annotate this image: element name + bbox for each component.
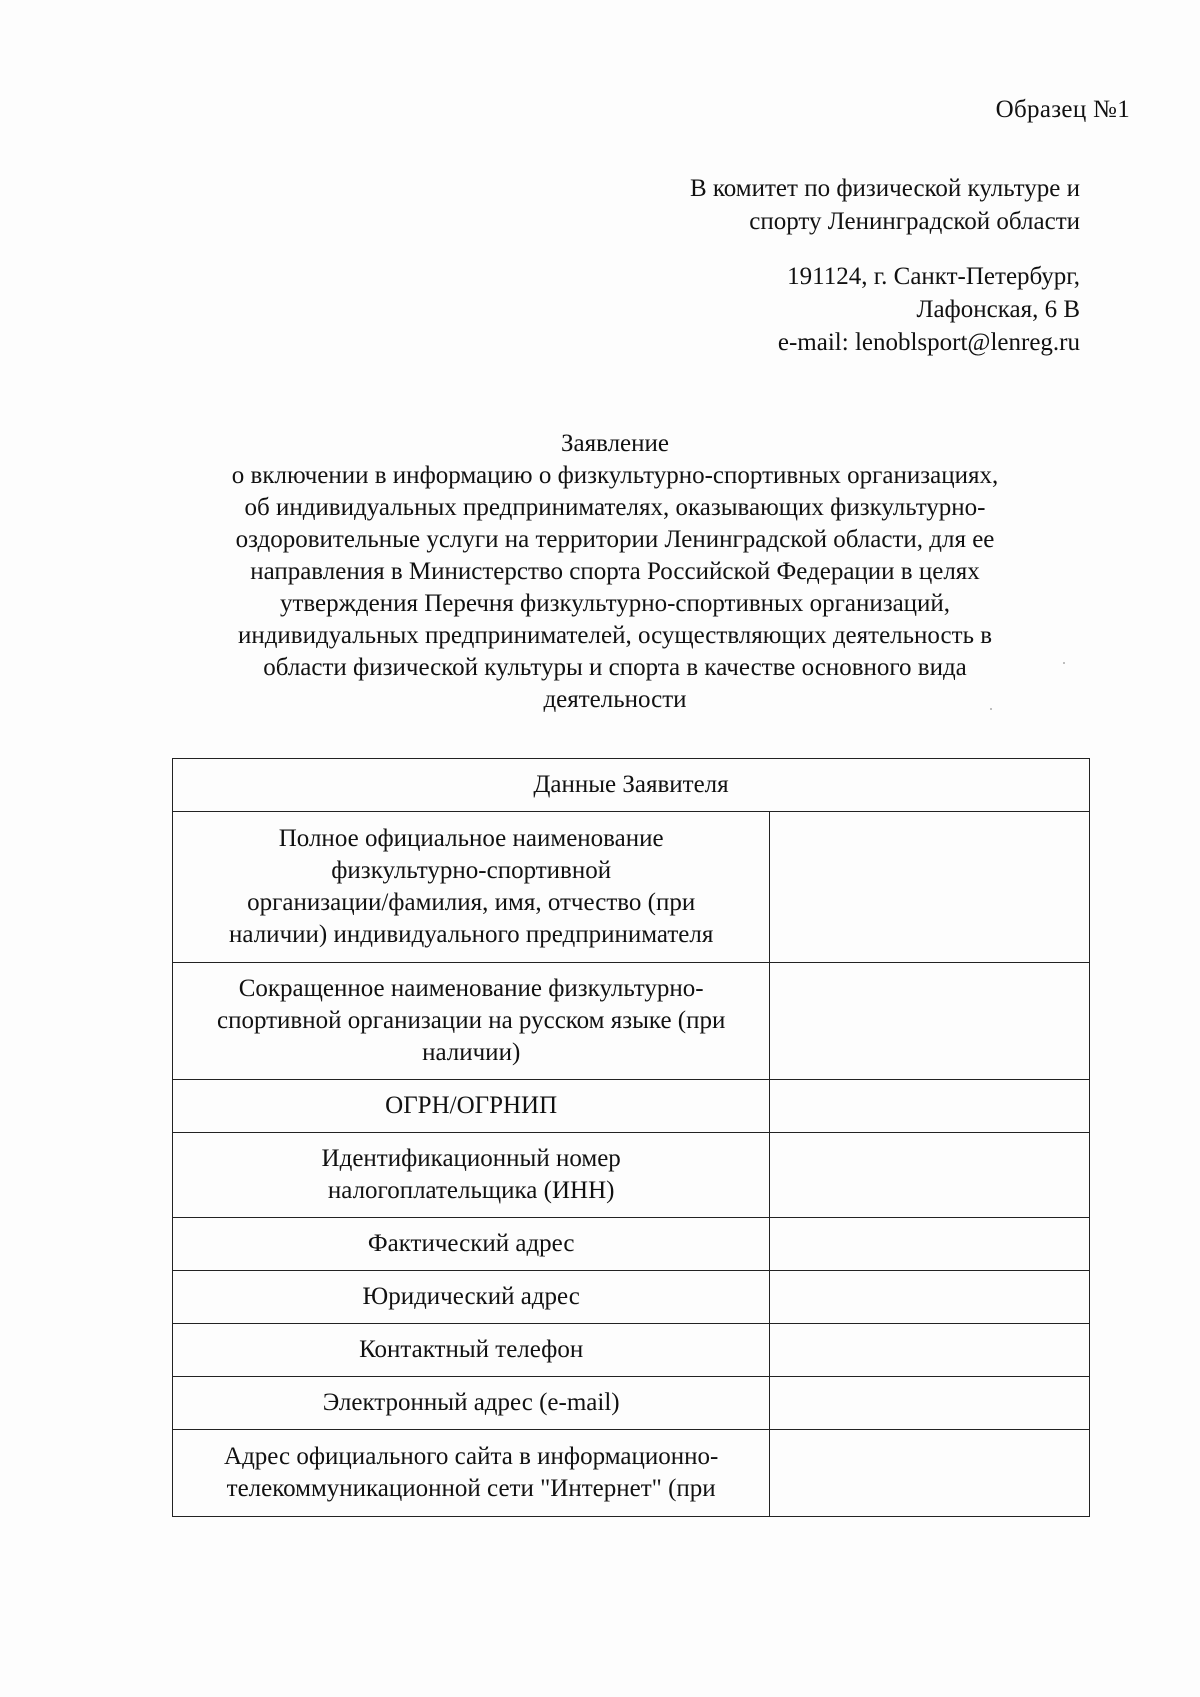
field-label-inn [173,1133,770,1218]
statement-line: области физической культуры и спорта в качестве основного вида [263,654,967,681]
field-value-website[interactable] [770,1430,1090,1517]
field-label-full-name [173,812,770,963]
address-line: 191124, г. Санкт-Петербург, [787,263,1080,290]
label-line: спортивной организации на русском языке (при [216,1007,726,1034]
statement-line: о включении в информацию о физкультурно-спортивных организациях, [231,462,999,489]
statement-line: индивидуальных предпринимателей, осуществляющих деятельность в [237,622,993,649]
field-label-ogrn [173,1080,770,1133]
field-value-email[interactable] [770,1377,1090,1430]
label-line: Юридический адрес [362,1283,580,1310]
statement-line: утверждения Перечня физкультурно-спортивных организаций, [279,590,951,617]
field-value-actual-address[interactable] [770,1218,1090,1271]
field-label-email [173,1377,770,1430]
email-line: e-mail: lenoblsport@lenreg.ru [777,329,1080,356]
label-line: Контактный телефон [359,1336,584,1363]
field-label-phone [173,1324,770,1377]
table-row [173,1218,1090,1271]
label-line: телекоммуникационной сети "Интернет" (при [226,1475,716,1502]
field-value-legal-address[interactable] [770,1271,1090,1324]
label-line: Идентификационный номер [321,1145,621,1172]
field-label-website [173,1430,770,1517]
table-header: Данные Заявителя [173,759,1090,812]
field-value-phone[interactable] [770,1324,1090,1377]
statement-line: об индивидуальных предпринимателях, оказывающих физкультурно- [244,494,986,521]
field-value-ogrn[interactable] [770,1080,1090,1133]
label-line: Полное официальное наименование [278,825,664,852]
table-row [173,1080,1090,1133]
sample-number-label: Образец №1 [995,96,1130,123]
field-label-short-name [173,963,770,1080]
table-row [173,1133,1090,1218]
label-line: Сокращенное наименование физкультурно- [238,975,704,1002]
statement-line: деятельности [543,686,687,713]
table-header-row [173,759,1090,812]
label-line: Фактический адрес [367,1230,575,1257]
scan-speck [990,708,992,710]
label-line: ОГРН/ОГРНИП [385,1092,558,1119]
statement-heading: Заявление [560,430,670,457]
statement-title [180,428,1050,716]
label-line: организации/фамилия, имя, отчество (при [247,889,696,916]
statement-line: оздоровительные услуги на территории Ленинградской области, для ее [235,526,995,553]
label-line: наличии) [422,1039,521,1066]
addressee-address [520,260,1080,359]
field-value-short-name[interactable] [770,963,1090,1080]
table-row [173,1377,1090,1430]
label-line: Адрес официального сайта в информационно- [224,1443,719,1470]
field-value-full-name[interactable] [770,812,1090,963]
statement-line: направления в Министерство спорта Российской Федерации в целях [250,558,980,585]
address-line: Лафонская, 6 В [916,296,1080,323]
field-label-legal-address [173,1271,770,1324]
table-row [173,1324,1090,1377]
table-row [173,1271,1090,1324]
label-line: физкультурно-спортивной [331,857,612,884]
label-line: Электронный адрес (e-mail) [322,1389,620,1416]
applicant-data-table [172,758,1090,1517]
table-row [173,963,1090,1080]
field-label-actual-address [173,1218,770,1271]
table-row [173,812,1090,963]
label-line: наличии) индивидуального предпринимателя [229,921,714,948]
label-line: налогоплательщика (ИНН) [327,1177,615,1204]
field-value-inn[interactable] [770,1133,1090,1218]
addressee-block [520,172,1080,359]
addressee-line: В комитет по физической культуре и [689,175,1080,202]
scan-speck [1063,662,1065,664]
table-row [173,1430,1090,1517]
addressee-line: спорту Ленинградской области [749,208,1080,235]
